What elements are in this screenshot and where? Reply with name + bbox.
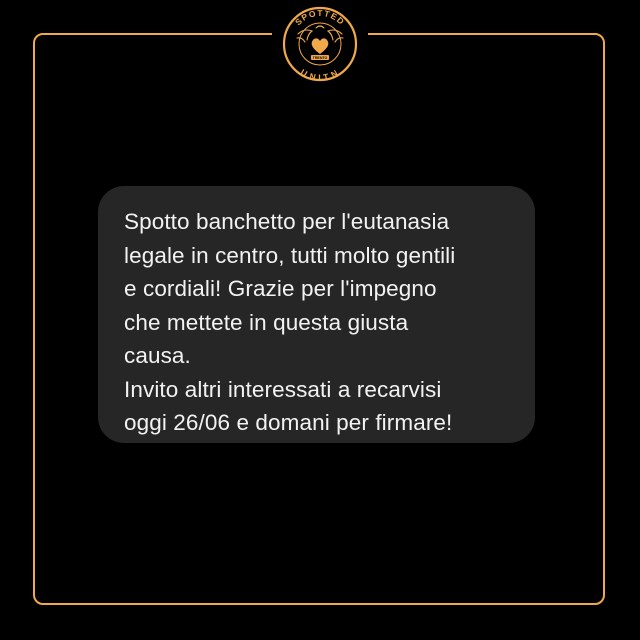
logo-badge-text: TRENTO [312, 56, 328, 60]
spotted-unitn-logo [280, 4, 360, 84]
message-line: oggi 26/06 e domani per firmare! [124, 410, 453, 435]
message-line: Invito altri interessati a recarvisi [124, 376, 442, 402]
logo-top-text: SPOTTED [293, 7, 347, 28]
message-line: che mettete in questa giusta [124, 309, 409, 335]
message-line: causa. [124, 343, 191, 368]
message-bubble [98, 186, 535, 443]
message-line: Spotto banchetto per l'eutanasia [124, 209, 450, 234]
logo-bottom-text: UNITN [298, 66, 342, 83]
message-line: legale in centro, tutti molto gentili [124, 242, 456, 268]
message-line: e cordiali! Grazie per l'impegno [124, 276, 437, 301]
